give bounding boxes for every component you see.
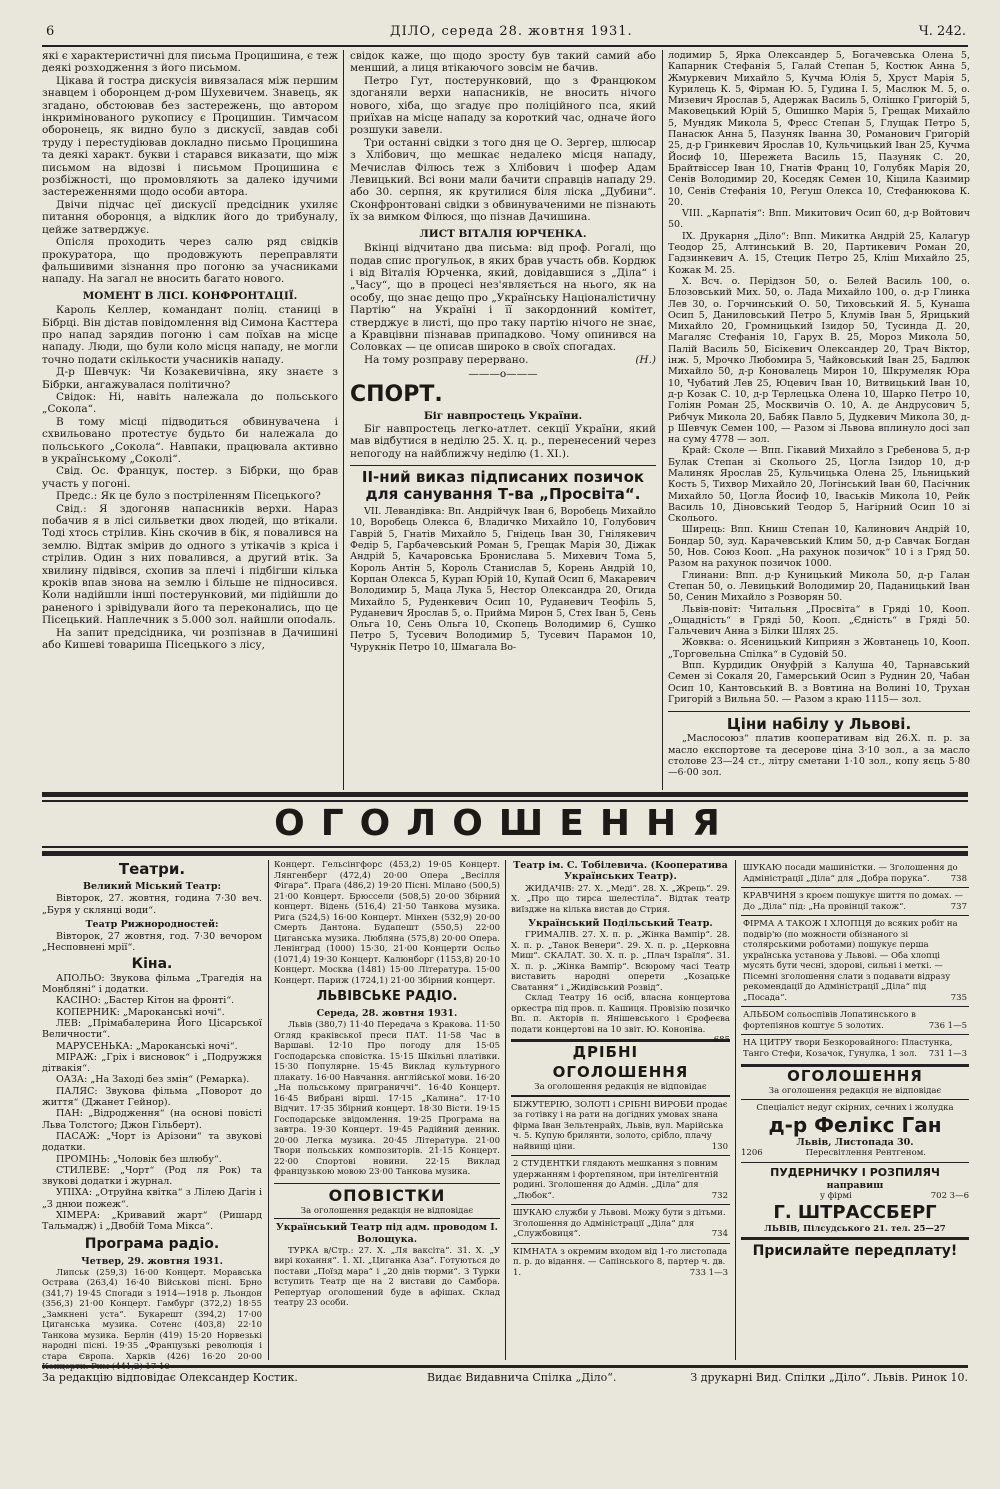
prices-heading: Ціни набілу у Львові. bbox=[726, 715, 912, 734]
paragraph: Кароль Келлер, командант поліц. станиці в Бібрці. Він дістав повідомлення від Симона Касттера про напад зарядив погоню і сам поїхав на місце нападу. Люди, що були коло місця нападу, не могли точно подати скількости учасників нападу. bbox=[42, 304, 338, 366]
bottom-rule bbox=[42, 1365, 968, 1368]
article-column-3 bbox=[668, 50, 970, 795]
page-number: 6 bbox=[46, 24, 55, 39]
classified-ad bbox=[741, 860, 969, 887]
classified-ad bbox=[741, 1034, 969, 1062]
paragraph: Три останні свідки з того дня це О. Зергер, шлюсар з Хлібович, що мешкає недалеко місця нападу, Мечислав Філюсь теж з Хлібович і шофер Адам Левицький. Всі вони мали бачити справців нападу 29. або 30. серпня, як крутилися біля ліска „Дубини“. Сконфронтовані свідки з обвинуваченими не пізнають їх за вимком Філюся, що пізнав Дачишина. bbox=[350, 136, 656, 224]
ads-column-4 bbox=[741, 860, 969, 1360]
theatres-heading: Театри. bbox=[118, 860, 186, 878]
ads-column-1 bbox=[42, 860, 262, 1360]
banner-stripe-bottom-thin bbox=[42, 846, 968, 848]
lviv-radio-program: Львів (380,7) 11·40 Передача з Кракова. 11·50 Огляд краківської преси ПАТ. 11·58 Час в Варшаві. 12·10 Про погоду для 15·05 Господарська сповістка. 15·15 Шкільні платівки. 15·30 Популярне. 15·45 Виклад культурного плакату. 16·00 Навчання. англійської мови. 16·20 „На польському приграниччі“. 16·40 Концерт. 16·45 Вибрані вірші. 17·15 „Калина“. 17·10 Відчит. 17·35 Збірний концерт. 18·30 Вісти. 19·15 Господарське звідомлення. 19·25 Програма на завтра. 19·30 Концерт. 19·45 Радійний денник. 20·00 Легка музика. 20·45 Література. 21·00 Твори польських композиторів. 21·15 Концерт. 22·00 Спортові новини. 22·15 Виклад французькою мовою 23·00 Танкова музика. bbox=[274, 1020, 500, 1178]
cinema-item: АПОЛЬО: Звукова фільма „Трагедія на Монбляні“ і додатки. bbox=[42, 972, 262, 996]
ad-text: ФІРМА А ТАКОЖ І ХЛОПЦЯ до всяких робіт на подвір'ю (по можности обізнаного зі столярськими роботами) пошукує перша українська установа у Львові. — Оба хлопці мусять бути чесні, здорові, сильні і меткі. — Пісемні зголошення слати з подавати відразу рекомендації до Адміністрації „Діла“ під „Посада“. bbox=[743, 919, 958, 1003]
banner-stripe-top-thin bbox=[42, 800, 968, 802]
classified-ad bbox=[511, 1243, 730, 1282]
shop-subline: направиш bbox=[826, 1179, 884, 1191]
shop-firm-label bbox=[741, 1191, 969, 1202]
ads-column-2 bbox=[274, 860, 500, 1360]
page-header bbox=[40, 26, 970, 44]
radio-heading: Програма радіо. bbox=[84, 1235, 220, 1252]
header-rule bbox=[42, 45, 968, 47]
col-divider-b1 bbox=[268, 860, 269, 1360]
ad-text: БІЖУТЕРІЮ, ЗОЛОТІ і СРІБНІ ВИРОБИ продає за готівку і на рати на догідних умовах знана фірма Іван Зельтенрайх, Львів, вул. Марійська ч. 5. Купую брилянти, золото, срібло, плачу найвищі ціни. bbox=[513, 1099, 728, 1152]
paragraph: Цікава й гостра дискусія вивязалася між першим знавцем і оборонцем д-ром Шухевичем. Знавець, як згадано, обстоював без застережень, що автором інкримінованого рукопису є Процишин. Тимчасом оборонець, як видно було з дискусії, завдав собі труду і перестудіював докладно письмо Процишина та деякі характ. букви і старався виказати, що між письмом на відозві і письмом Процишина є розбіжності, що промовляють за далеко ідучими застереженнями щодо особи автора. bbox=[42, 74, 338, 199]
paragraph: Свід. Ос. Францук, постер. з Бібрки, що брав участь у погоні. bbox=[42, 465, 338, 490]
banner-stripe-bottom bbox=[42, 851, 968, 856]
divider-ornament: ———o——— bbox=[468, 368, 538, 381]
paragraph: VII. Левандівка: Вп. Андрійчук Іван 6, Воробець Михайло 10, Воробець Олекса 6, Владичко Михайло 10, Голубович Гаврій 5, Гнатів Михайло 5, Гнідець Іван 30, Гнілякевич Федір 5, Гарбачевський Роман 5, Грещак Марія 30, Діжак Андрій 5, Качаровська Бронислава 5. Михевич Тома 5, Король Антін 5, Король Станислав 5, Корень Андрій 10, Корпан Олекса 5, Курап Юрій 10, Купай Осип 6, Макаревич Володимир 5, Маца Лука 5, Нестор Олександра 20, Огида Михайло 5, Руденкевич Осип 10, Руданевич Теофіль 5, Руданевич Ярослав 5, о. Прийма Мирон 5, Стех Іван 5, Сень Ольга 10, Сень Ольга 10, Скопець Володимир 6, Сушко Петро 5, Тусевич Володимир 5, Тусевич Парамон 10, Чурукнік Петро 10, Шмагала Во- bbox=[350, 506, 656, 653]
doctor-specialty: Спеціаліст недуг скірних, сечних і жолудка bbox=[756, 1102, 954, 1113]
doctor-xray-text: Пересвітлення Рентгеном. bbox=[805, 1148, 927, 1159]
ads-column-3 bbox=[511, 860, 730, 1360]
subscribe-banner: Присилайте передплату! bbox=[752, 1243, 958, 1260]
paragraph: які є характеристичні для письма Процишина, є теж деякі розходження з його письмом. bbox=[42, 50, 338, 75]
paragraph: Біг навпростець легко-атлет. секції України, який мав відбутися в неділю 25. Х. ц. р., перенесений через непогоду на найближчу неділю (1. XI.). bbox=[350, 422, 656, 460]
radio-program: Концерт. Гельсінгфорс (453,2) 19·05 Концерт. Лянгенберг (472,4) 20·00 Опера „Весілля Фігара“. Прага (486,2) 19·20 Пісні. Мілано (500,5) 21·00 Концерт. Брюссели (508,5) 20·00 Збірний концерт. Відень (516,4) 21·50 Танкова музика. Рига (524,5) 16·00 Концерт. Мінхен (532,9) 20·00 Смерть Дантона. Будапешт (550,5) 22·00 Циганська музика. Любляна (575,8) 20·00 Опера. Ленінград (1000) 15·30, 21·00 Концерти Осльо (1071,4) 19·30 Концерт. Калюнборг (1153,8) 20·10 Концерт. Москва (1481) 15·00 Література. 15·00 Концерт. Париж (1724,1) 21·00 Збірний концерт. bbox=[274, 860, 500, 986]
paragraph bbox=[350, 354, 656, 366]
shop-ad bbox=[741, 1163, 969, 1237]
cinema-item: МАРУСЕНЬКА: „Мароканські ночі“. bbox=[56, 1040, 238, 1052]
theatre-info: ЖИДАЧІВ: 27. Х. „Меді“. 28. Х. „Жрець“. 29. Х. „Про що тирса шелестіла“. Відтак театр виїздже на кілька вистав до Стрия. bbox=[511, 883, 730, 915]
banner-stripe-top bbox=[42, 792, 968, 797]
paragraph: VIII. „Карпатія“: Впп. Микитович Осип 60, д-р Войтович 50. bbox=[668, 208, 970, 231]
paragraph: В тому місці підводиться обвинувачена і схвильовано протестує будьто би належала до польського „Сокола“. Навпаки, працювала активно в українському „Соколі“. bbox=[42, 415, 338, 465]
classified-ad bbox=[741, 887, 969, 915]
paragraph-text: На тому розправу перервано. bbox=[364, 353, 529, 366]
ad-number: 736 1—5 bbox=[928, 1020, 967, 1031]
theatre-info: ГРИМАЛІВ. 27. Х. п. р. „Жінка Вампір“. 28. Х. п. р. „Танок Венери“. 29. Х. п. р. „Церковна Миш“. СКАЛАТ. 30. Х. п. р. „Плач Ізраїля“. 31. Х. п. р. „Жінка Вампір“. Всюрому часі Театр виставить народні оперети „Козацьке Сватання“ і „Жидівський Розвід“. bbox=[511, 930, 730, 993]
sport-heading: СПОРТ. bbox=[350, 381, 443, 407]
ad-number: 738 bbox=[950, 873, 967, 884]
page-title: ДІЛО, середа 28. жовтня 1931. bbox=[390, 24, 633, 39]
signature: (Н.) bbox=[635, 353, 656, 366]
footer-publisher: Видає Видавнича Спілка „Діло“. bbox=[427, 1371, 617, 1384]
col-divider-b2 bbox=[505, 860, 506, 1360]
paragraph: Ширець: Впп. Книш Степан 10, Калинович Андрій 10, Бондар 50, зуд. Карачевський Клим 50, д-р Савчак Богдан 50, Нов. Союз Кооп. „На рахунок позичок“ 10 і з Гряд 50. Разом на рахунок позичок 1000. bbox=[668, 524, 970, 570]
ads-subheading: ОГОЛОШЕННЯ bbox=[787, 1067, 923, 1085]
paragraph: лодимир 5, Ярка Олександер 5, Богачевська Олена 5, Капарник Стефанія 5, Галай Степан 5, Костюк Анна 5, Жмуркевич Михайло 5, Кучма Юлія 5, Хруст Марія 5, Курилець К. 5, Фірман Ю. 5, Гудина І. 5, Маслюк М. 5, о. Мизевич Ярослав 5, Адержак Василь 5, Олішко Григорій 5, Маковецький Юрій 5, Ошишко Марія 5, Грещак Михайло 5, Мундяк Микола 5, Фресс Степан 5, Глущак Петро 5, Панасюк Анна 5, Пазуняк Іванна 30, Романович Григорій 25, д-р Гринкевич Ярослав 10, Кульчицький Іван 25, Кучма Йосиф 10, Шережета Василь 15, Пазуняк С. 20, Брайтвіссер Іван 10, Гнатів Франц 10, Голубяк Марія 20, Сенів Володимир 20, Коседяк Семен 10, Кіцила Казимир 10, Сенів Стефанія 10, Регуш Олекса 10, Стефанюкова К. 20. bbox=[668, 50, 970, 208]
paragraph: Львів-повіт: Читальня „Просвіта“ в Гряді 10, Кооп. „Ощадність“ в Гряді 50, Кооп. „Єдність“ в Гряді 50. Гальчевич Анна з Білки Шлях 25. bbox=[668, 603, 970, 638]
ad-number: 130 bbox=[711, 1141, 728, 1152]
cinema-item: СТИЛЕВЕ: „Чорт“ (Род ля Рок) та звукові додатки і журнал. bbox=[42, 1164, 262, 1188]
article-column-2 bbox=[350, 50, 656, 795]
theatre-name: Театр Рижнородностей: bbox=[85, 918, 219, 930]
theatre-name: Театр ім. С. Тобілевича. (Кооператива Українських Театр). bbox=[513, 860, 728, 883]
ads-disclaimer: За оголошення редакція не відповідає bbox=[741, 1086, 969, 1100]
cinema-item: КАСІНО: „Бастер Кітон на фронті“. bbox=[56, 995, 235, 1007]
radio-program: Липськ (259,3) 16·00 Концерт. Моравська Острава (263,4) 16·40 Військові пісні. Брно (341,7) 19·45 Спогади з 1914—1918 р. Льондон (356,3) 21·00 Концерт. Гамбург (372,2) 18·55 „Замкнені уста“. Букарешт (394,2) 17·00 Циганська музика. Сотенс (403,8) 22·10 Танкова музика. Берлін (419) 15·20 Норвезькі народні пісні. 19·35 „Французькі революція і стара Європа. Харків (426) 16·20 20·00 bbox=[42, 1267, 262, 1362]
cinema-item: ПАЛЯС: Звукова фільма „Поворот до життя“ (Джанет Гейнор). bbox=[42, 1085, 262, 1109]
cinema-item: ЛЕВ: „Прімабалерина Його Цісарської Величности“. bbox=[42, 1017, 262, 1041]
ad-number: 685 bbox=[713, 1035, 730, 1046]
paragraph: Вкінці відчитано два письма: від проф. Рогалі, що подав спис прогульок, в яких брав участь обв. Кордюк і від Віталія Юрченка, який, довідавшися з „Діла“ і „Часу“, що в процесі нез'являється на нього, як на особу, що знає дещо про „Українську Націоналістичну Партію“ на Україні і її закордонний комітет, стверджує в листі, що про таку партію нічого не знає, а Кравцівни пізнавав припадково. Чому опинився на Соловках — це описав широко в своїх спогадах. bbox=[350, 242, 656, 354]
sport-subheading: Біг навпростець України. bbox=[423, 409, 583, 422]
cinema-item: ПАСАЖ: „Чорт із Арізони“ та звукові додатки. bbox=[42, 1130, 262, 1154]
footer-printer: З друкарні Вид. Спілки „Діло“. Львів. Ринок 10. bbox=[690, 1371, 968, 1384]
ad-number: 737 bbox=[950, 901, 967, 912]
col-divider-1 bbox=[343, 50, 344, 790]
paragraph: Край: Сколе — Впп. Гікавий Михайло з Гребенова 5, д-р Булак Степан зі Сколього 25, Цогла Ізидор 10, д-р Малиняк Ярослав 25, Кульчицька Олена 25, Ільницький Кость 5, Тихвор Михайло 20, Логінський Іван 60, Пасічник Михайло 50, Цогла Йосиф 10, Іваськів Микола 10, Рейк Василь 10, Діновський Теодор 5, Нагірний Осип 10 зі Сколього. bbox=[668, 445, 970, 525]
issue-number: Ч. 242. bbox=[918, 24, 966, 39]
shop-firm: Г. ШТРАССБЕРГ bbox=[773, 1201, 937, 1223]
theatre-name: Український Театр під адм. проводом І. Волощука. bbox=[276, 1222, 498, 1245]
section-heading: ЛИСТ ВІТАЛІЯ ЮРЧЕНКА. bbox=[419, 227, 587, 240]
cinema-item: ОАЗА: „На Заході без змін“ (Ремарка). bbox=[56, 1074, 250, 1086]
paragraph: Предс.: Як це було з постріленням Пісецького? bbox=[56, 490, 321, 503]
classified-ad bbox=[741, 915, 969, 1006]
cinema-item: ПАН: „Відродження“ (на основі повісті Льва Толстого; Джон Гільберт). bbox=[42, 1108, 262, 1131]
ad-text: АЛЬБОМ сольоспівів Лопатинського в фортепіянов коштує 5 золотих. bbox=[743, 1010, 916, 1031]
shop-firm-label-text: у фірмі bbox=[819, 1191, 852, 1202]
ad-number: 732 bbox=[711, 1190, 728, 1201]
col-divider-2 bbox=[662, 50, 663, 790]
paragraph: X. Всч. о. Перідзон 50, о. Белей Василь 100, о. Блозовський Мих. 50, о. Лада Михайло 100, о. д-р Глинка Лев 30, о. Горчинський О. 50, Тиховський Я. 5, Кунаша Осип 5, Даниловський Петро 5, Клумів Іван 5, Ярицький Михайло 20, Громницький Ізидор 50, Тусинда Д. 20, Магаляс Стефанія 10, Гарух В. 25, Мороз Микола 50, Палій Василь 50, Бісікевич Олександер 20, Трач Віктор, інж. 5, Мрочко Любомира 5, Чайковський Іван 25, Бадлюк Михайло 50, д-р Коновалець Мирон 10, Шкрумеляк Юра 10, Чубатий Лев 25, Юцевич Іван 10, Витвицький Іван 10, д-р Козак С. 10, д-р Терлецька Олена 10, Шарко Петро 10, Голіян Роман 25, Москвичів О. 10, А. де Андрусович 5, Рибчук Микола 20, Бабяк Павло 5, Дудкевич Микола 30, д-р Шевчук Семен 100, — Разом зі Львова вплинуло досі зап на суму 4778 — зол. bbox=[668, 275, 970, 446]
classified-ad bbox=[741, 1006, 969, 1034]
radio-date: Четвер, 29. жовтня 1931. bbox=[81, 1255, 223, 1267]
ad-number: 1206 bbox=[741, 1148, 763, 1159]
classified-ad bbox=[511, 1204, 730, 1243]
page-footer bbox=[42, 1372, 968, 1390]
loan-heading: ІІ-ний виказ підписаних позичок для санування Т-ва „Просвіта“. bbox=[361, 468, 645, 504]
theatre-name: Великий Міський Театр: bbox=[82, 881, 221, 892]
ad-text: 2 СТУДЕНТКИ глядають мешкання з повним удержанням і фортепяном, при інтелігентній родині. Зголошення до Адмін. „Діла“ для „Любок“. bbox=[513, 1159, 719, 1201]
paragraph: Двічи підчас цеї дискусії предсідник ухиляє питання оборонця, а відклик його до трибуналу, цейже затверджує. bbox=[42, 198, 338, 236]
theatre-info: Вівторок, 27 жовтня, год. 7·30 вечором „Несповнені мрії“. bbox=[42, 931, 262, 954]
theatre-info-text: Склад Театру 16 осіб, власна концертова оркестра під пров. п. Кашиця. Провізію позичко Вп. п. Акторів п. Янішевського і Єрофеєва подати концертові на 10 звіт. Ю. Кононіва. bbox=[511, 993, 730, 1035]
cinema-item: КОПЕРНИК: „Мароканські ночі“. bbox=[56, 1006, 225, 1018]
ad-text: ШУКАЮ служби у Львові. Можу бути з дітьми. Зголошення до Адміністрації „Діла“ для „Службовиця“. bbox=[513, 1208, 726, 1240]
paragraph: Впп. Курдидик Онуфрій з Калуша 40, Тарнавський Семен зі Сокаля 20, Гамерський Осип з Руднин 20, Чабан Осип 10, Кантовський В. з Вовтина на Волині 10, Трухан Григорій з Вильна 50. — Разом з краю 1115— зол. bbox=[668, 660, 970, 705]
doctor-address: Львів, Листопада 30. bbox=[796, 1137, 914, 1148]
notices-heading: ОПОВІСТКИ bbox=[328, 1185, 446, 1205]
theatre-name: Український Подільський Театр. bbox=[528, 918, 713, 930]
doctor-name: д-р Фелікс Ган bbox=[768, 1113, 942, 1137]
ad-number: 731 1—3 bbox=[928, 1048, 967, 1059]
ad-number: 733 1—3 bbox=[689, 1267, 728, 1278]
theatre-info: Вівторок, 27. жовтня, година 7·30 веч. „Буря у склянці води“. bbox=[42, 893, 262, 916]
classified-ad bbox=[511, 1155, 730, 1204]
col-divider-b3 bbox=[735, 860, 736, 1360]
notices-disclaimer: За оголошення редакція не відповідає bbox=[274, 1206, 500, 1220]
ad-text: КІМНАТА з окремим входом від 1-го листопада п. р. до відання. — Сапінського 8, партер ч. дв. 1. bbox=[513, 1246, 728, 1278]
shop-headline: ПУДЕРНИЧКУ І РОЗПИЛЯЧ bbox=[770, 1165, 940, 1179]
cinema-item: МІРАЖ: „Гріх і висновок“ і „Подружжя дітвакія“. bbox=[42, 1051, 262, 1075]
cinemas-heading: Кіна. bbox=[131, 955, 173, 972]
small-ads-heading: ДРІБНІ ОГОЛОШЕННЯ bbox=[552, 1043, 689, 1082]
article-column-1 bbox=[42, 50, 338, 795]
paragraph: Д-р Шевчук: Чи Козакевичівна, яку знаєте з Бібрки, ангажувалася політично? bbox=[42, 366, 338, 391]
ad-text: КРАВЧИНЯ з кроєм пошукує шиття по домах. — До „Діла“ під: „На провінції також“. bbox=[743, 891, 963, 912]
ad-number: 734 bbox=[711, 1229, 728, 1240]
section-heading: МОМЕНТ В ЛІСІ. КОНФРОНТАЦІЇ. bbox=[82, 289, 298, 302]
cinema-item: ХІМЕРА: „Кривавий жарт“ (Ришард Тальмадж) і „Двобій Тома Мікса“. bbox=[42, 1210, 262, 1233]
shop-address: ЛЬВІВ, Пілсудського 21. тел. 25—27 bbox=[764, 1223, 946, 1234]
doctor-ad bbox=[741, 1100, 969, 1163]
paragraph: „Маслосоюз“ платив кооперативам від 26.X. п. р. за масло експортове та десерове ціна 3·10 зол., а за масло столове 23—24 ст., літру сметани 1·10 зол., копу яєць 5·80—6·00 зол. bbox=[668, 733, 970, 779]
doctor-xray bbox=[741, 1148, 969, 1159]
small-ads-disclaimer: За оголошення редакція не відповідає bbox=[511, 1082, 730, 1096]
paragraph: Глинани: Впп. д-р Куницький Микола 50, д-р Галан Степан 50, о. Левицький Володимир 20, Паданицький Іван 50, Сенин Михайло з Розворян 50. bbox=[668, 569, 970, 604]
ad-number: 735 bbox=[950, 992, 967, 1003]
paragraph: Свід.: Я здогоняв напасників верхи. Нараз побачив я в лісі сильветки двох людей, що втікали. Тоді хтось стрілив. Кінь скочив в бік, я повалився на землю. Відтак змірив до одного з утікачів з кріса і стрілив. Один з них повалився, а другий втік. За хвилину підвівся, схопив за плечі і підбігши кілька кроків впав знова на землю і більше не підносився. Коли надійшли інші постерунковий, ми підійшли до раненого і зрівідували його та переконались, що це Пісецький. Наплечник з 5.000 зол. найшли опodaль. bbox=[42, 502, 338, 627]
theatre-info bbox=[511, 993, 730, 1046]
paragraph: IX. Друкарня „Діло“: Впп. Микитка Андрій 25, Калагур Теодор 25, Алтинський В. 20, Партикевич Роман 20, Гадзинкевич А. 15, Стецик Петро 25, Кліш Михайло 25, Кожак М. 25. bbox=[668, 230, 970, 276]
lviv-radio-date: Середа, 28. жовтня 1931. bbox=[316, 1008, 458, 1019]
paragraph: Петро Гут, постерунковий, що з Францюком здоганяли верхи напасників, не вносить нічого нового, хіба, що згадує про поліційного пса, який приїхав на місце нападу за короткий час, одначе його розшуки завели. bbox=[350, 74, 656, 137]
ads-banner: ОГОЛОШЕННЯ bbox=[274, 803, 736, 844]
lviv-radio-heading: ЛЬВІВСЬКЕ РАДІО. bbox=[316, 989, 458, 1004]
paragraph: Жовква: о. Ясеницький Киприян з Жовтанець 10, Кооп. „Торговельна Спілка“ в Судовій 50. bbox=[668, 637, 970, 660]
cinema-item: ПРОМІНЬ: „Чоловік без шлюбу“. bbox=[56, 1153, 222, 1165]
paragraph: Опісля проходить через салю ряд свідків прокуратора, що продовжують переправляти фальшивими зізнання про погоню за учасниками нападу. На загал не вносить багато нового. bbox=[42, 236, 338, 286]
ad-text: ШУКАЮ посади машиністки. — Зголошення до Адміністрації „Діла“ для „Добра порука“. bbox=[743, 863, 958, 884]
paragraph: На запит предсідника, чи розпізнав в Дачишині або Кишеві товариша Пісецького з лісу, bbox=[42, 626, 338, 652]
paragraph: Свідок: Ні, навіть належала до польського „Сокола“. bbox=[42, 390, 338, 416]
paragraph: свідок каже, що щодо зросту був такий самий або менший, а лиця втікаючого зовсім не бачив. bbox=[350, 50, 656, 75]
ad-text: НА ЦИТРУ твори Безкоровайного: Пластунка, Танго Стефи, Козачок, Гунулка, 1 зол. bbox=[743, 1038, 953, 1059]
theatre-info: ТУРКА в/Стр.: 27. Х. „Ля ваксіта“. 31. Х. „У вирі кохання“. 1. XI. „Циганка Аза“. Готуються до постави „Поїзд мара“ і „20 днів тюрми“. З Турки вступить Театр ще на 2 вистави до Самбора. Репертуар оголошений буде в афішах. Склад театру 23 особи. bbox=[274, 1245, 500, 1309]
ad-number: 702 3—6 bbox=[930, 1191, 969, 1202]
footer-editor: За редакцію відповідає Олександер Костик. bbox=[42, 1371, 298, 1384]
cinema-item: УПІХА: „Отруйна квітка“ з Лілею Дагін і „З днюи пожеж“. bbox=[42, 1187, 262, 1210]
classified-ad bbox=[511, 1096, 730, 1156]
